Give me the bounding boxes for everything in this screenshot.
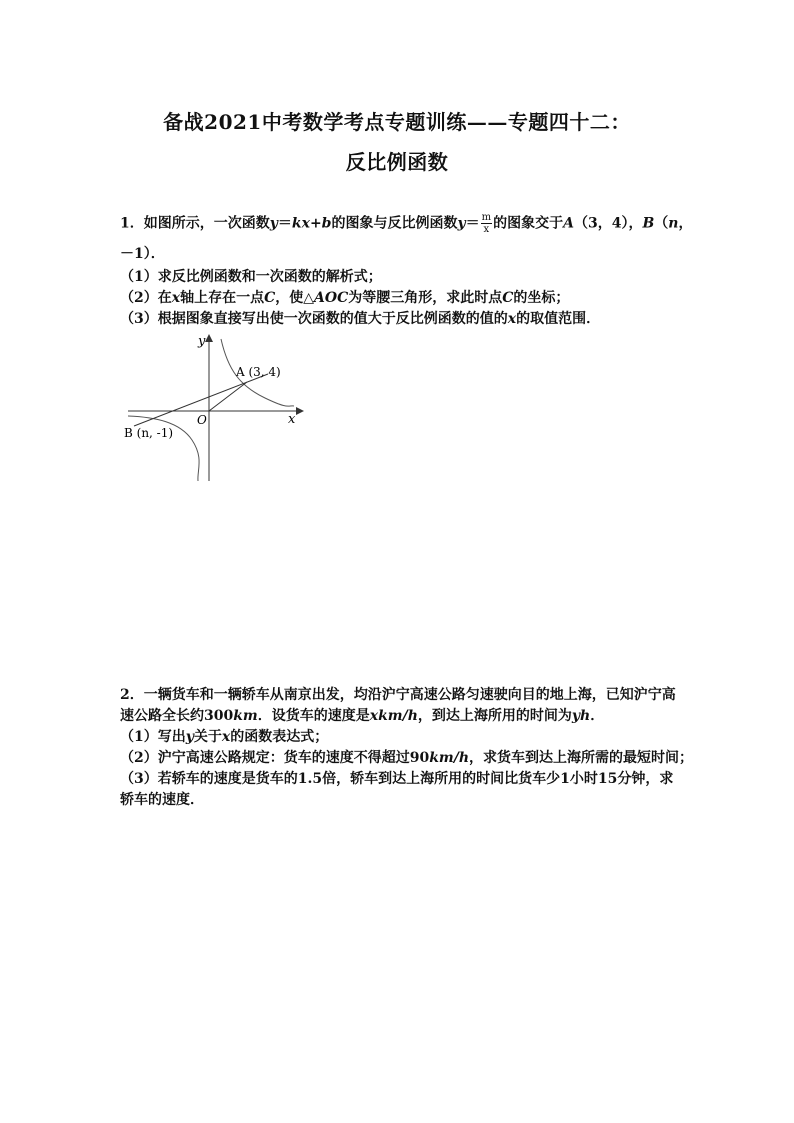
label-point-b: B (n, -1) [124,426,174,440]
fraction-m-over-x: $\frac{m}{x}$ [481,212,492,235]
q2-stem-line2: 速公路全长约300km．设货车的速度是xkm/h，到达上海所用的时间为yh． [120,708,605,724]
q2-part1: （1）写出y关于x的函数表达式； [120,729,329,745]
y-axis-arrow [205,334,213,342]
q2-part3: （3）若轿车的速度是货车的1.5倍，轿车到达上海所用的时间比货车少1小时15分钟，求 [120,771,674,787]
label-origin: O [197,413,207,427]
q2-part2: （2）沪宁高速公路规定：货车的速度不得超过90km/h，求货车到达上海所需的最短时间； [120,750,694,766]
q1-part3: （3）根据图象直接写出使一次函数的值大于反比例函数的值的x的取值范围． [120,311,601,327]
q1-part1: （1）求反比例函数和一次函数的解析式； [120,269,382,285]
label-point-a: A (3, 4) [236,365,281,379]
page-subtitle: 反比例函数 [345,150,449,174]
label-x: x [288,412,296,427]
q1-stem-line1: 1．如图所示，一次函数y＝kx+b的图象与反比例函数y＝ $\frac{m}{x}$ 的图象交于A（3，4），B（n， [120,212,693,235]
x-axis-arrow [296,407,304,415]
page-title: 备战2021中考数学考点专题训练——专题四十二： [163,110,631,134]
segment-oa [209,382,247,411]
q2-stem-line1: 2．一辆货车和一辆轿车从南京出发，均沿沪宁高速公路匀速驶向目的地上海，已知沪宁高 [120,687,676,703]
label-y: y [198,334,206,349]
q1-stem-line2: －1）． [120,246,165,262]
q2-part3-line2: 轿车的速度． [120,792,204,808]
q1-part2: （2）在x轴上存在一点C，使△AOC为等腰三角形，求此时点C的坐标； [120,290,570,306]
